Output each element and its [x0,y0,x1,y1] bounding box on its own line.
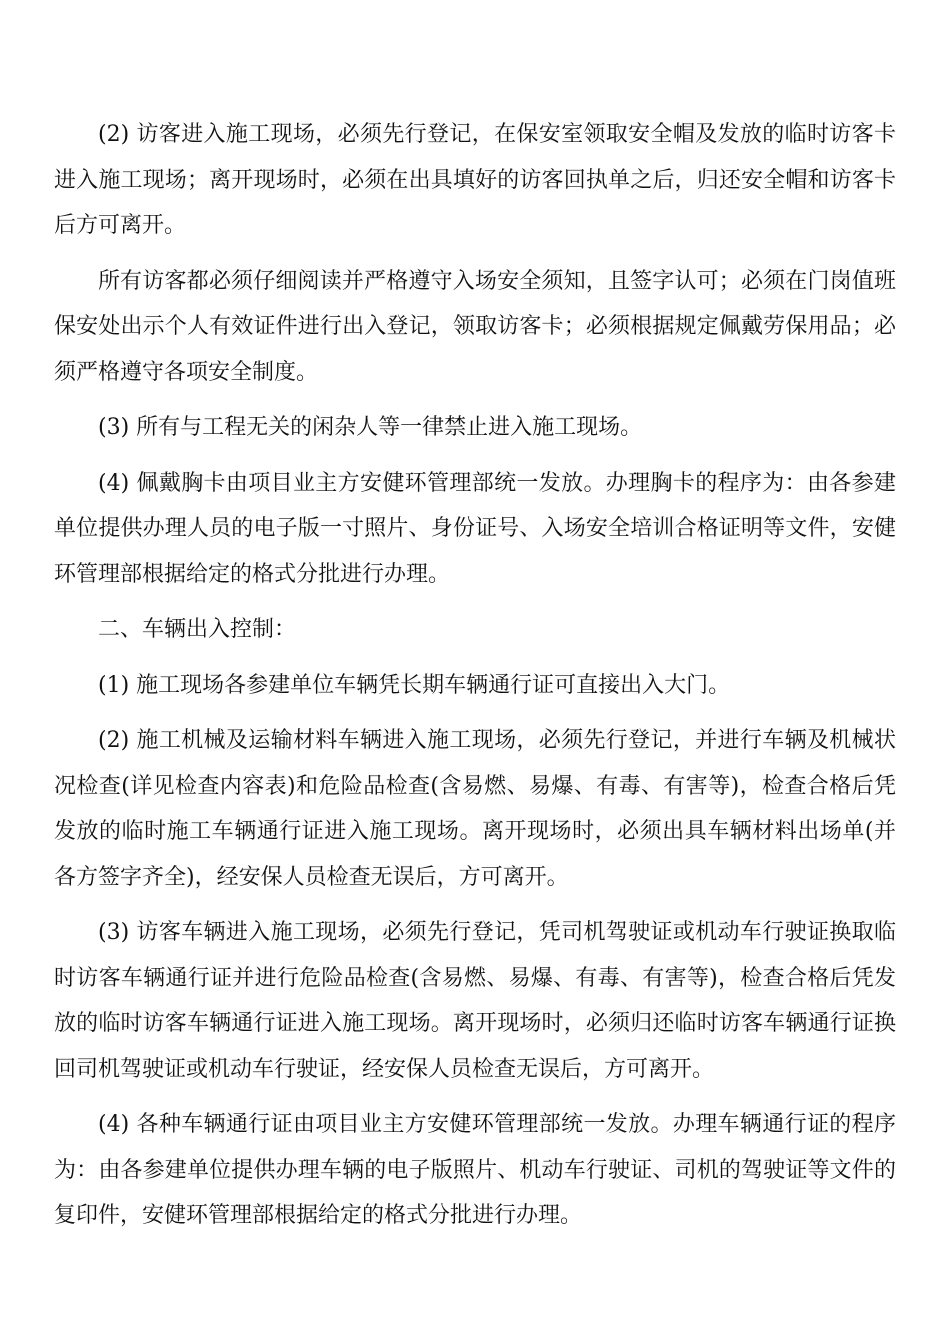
paragraph-machinery-vehicles: (2) 施工机械及运输材料车辆进入施工现场，必须先行登记，并进行车辆及机械状况检查(详见检查内容表)和危险品检查(含易燃、易爆、有毒、有害等)，检查合格后凭发放的临时施工车辆通行证进入施工现场。离开现场时，必须出具车辆材料出场单(并各方签字齐全)，经安保人员检查无误后，方可离开。 [54,728,896,890]
paragraph-unrelated-persons: (3) 所有与工程无关的闲杂人等一律禁止进入施工现场。 [98,415,643,440]
paragraph-visitor-entry: (2) 访客进入施工现场，必须先行登记，在保安室领取安全帽及发放的临时访客卡进入施工现场；离开现场时，必须在出具填好的访客回执单之后，归还安全帽和访客卡后方可离开。 [54,122,896,238]
section-heading-vehicle-control: 二、车辆出入控制： [98,617,297,642]
paragraph-visitor-vehicles: (3) 访客车辆进入施工现场，必须先行登记，凭司机驾驶证或机动车行驶证换取临时访客车辆通行证并进行危险品检查(含易燃、易爆、有毒、有害等)，检查合格后凭发放的临时访客车辆通行证进入施工现场。离开现场时，必须归还临时访客车辆通行证换回司机驾驶证或机动车行驶证，经安保人员检查无误后，方可离开。 [54,920,896,1082]
document-page [54,112,896,1249]
paragraph-badge-issuance: (4) 佩戴胸卡由项目业主方安健环管理部统一发放。办理胸卡的程序为：由各参建单位提供办理人员的电子版一寸照片、身份证号、入场安全培训合格证明等文件，安健环管理部根据给定的格式分批进行办理。 [54,470,896,587]
paragraph-long-term-pass: (1) 施工现场各参建单位车辆凭长期车辆通行证可直接出入大门。 [98,672,731,698]
paragraph-vehicle-pass-issuance: (4) 各种车辆通行证由项目业主方安健环管理部统一发放。办理车辆通行证的程序为：由各参建单位提供办理车辆的电子版照片、机动车行驶证、司机的驾驶证等文件的复印件，安健环管理部根据给定的格式分批进行办理。 [54,1112,896,1228]
paragraph-visitor-rules: 所有访客都必须仔细阅读并严格遵守入场安全须知，且签字认可；必须在门岗值班保安处出示个人有效证件进行出入登记，领取访客卡；必须根据规定佩戴劳保用品；必须严格遵守各项安全制度。 [54,268,896,385]
